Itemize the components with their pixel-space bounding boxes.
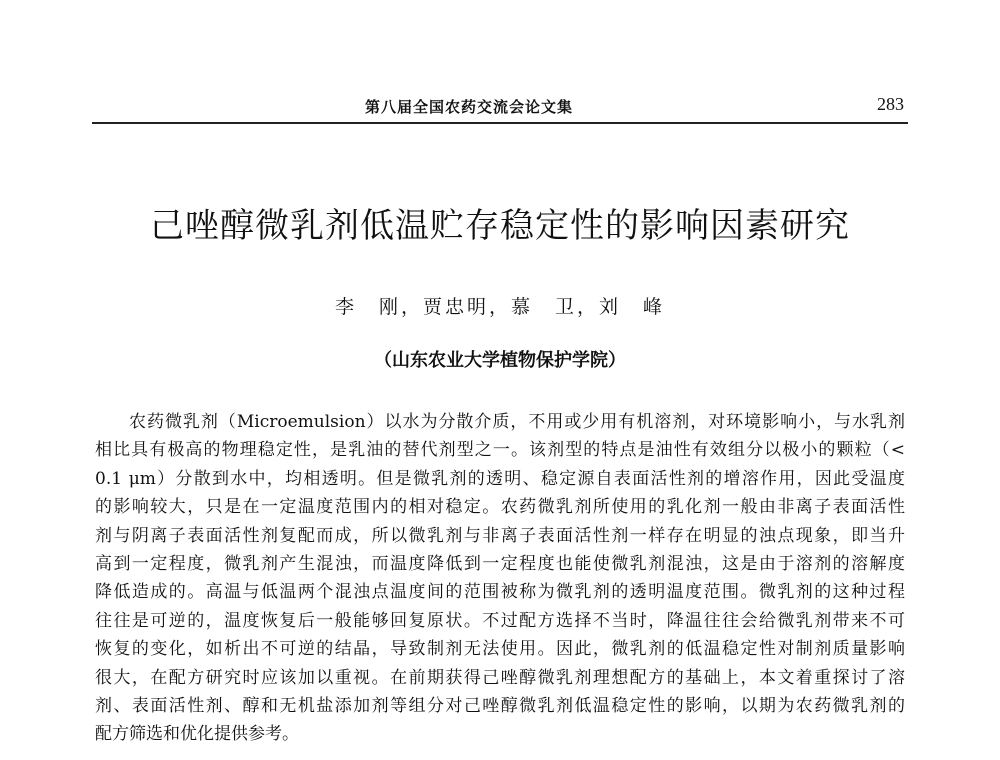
paragraph-line: 剂与阴离子表面活性剂复配而成，所以微乳剂与非离子表面活性剂一样存在明显的浊点现象，即当升 bbox=[95, 525, 905, 546]
article-title: 己唑醇微乳剂低温贮存稳定性的影响因素研究 bbox=[150, 206, 850, 246]
paragraph-line: 的影响较大，只是在一定温度范围内的相对稳定。农药微乳剂所使用的乳化剂一般由非离子表面活性 bbox=[95, 497, 905, 518]
paragraph-line: 降低造成的。高温与低温两个混浊点温度间的范围被称为微乳剂的透明温度范围。微乳剂的这种过程 bbox=[95, 582, 905, 603]
paragraph-line: 配方筛选和优化提供参考。 bbox=[95, 724, 299, 745]
article-affiliation: （山东农业大学植物保护学院） bbox=[374, 350, 626, 371]
paragraph-line: 相比具有极高的物理稳定性，是乳油的替代剂型之一。该剂型的特点是油性有效组分以极小的颗粒（< bbox=[95, 440, 905, 461]
article-authors: 李 刚，贾忠明，慕 卫，刘 峰 bbox=[334, 296, 665, 318]
paragraph-line: 剂、表面活性剂、醇和无机盐添加剂等组分对己唑醇微乳剂低温稳定性的影响，以期为农药微乳剂的 bbox=[95, 695, 905, 716]
paragraph-line: 很大，在配方研究时应该加以重视。在前期获得己唑醇微乳剂理想配方的基础上，本文着重探讨了溶 bbox=[95, 667, 905, 688]
paragraph-line: 农药微乳剂（Microemulsion）以水为分散介质，不用或少用有机溶剂，对环境影响小，与水乳剂 bbox=[129, 412, 905, 432]
running-header bbox=[92, 86, 908, 124]
journal-name: 第八届全国农药交流会论文集 bbox=[365, 98, 574, 116]
paragraph-line: 高到一定程度，微乳剂产生混浊，而温度降低到一定程度也能使微乳剂混浊，这是由于溶剂的溶解度 bbox=[95, 553, 905, 574]
paragraph-line: 恢复的变化，如析出不可逆的结晶，导致制剂无法使用。因此，微乳剂的低温稳定性对制剂质量影响 bbox=[95, 639, 905, 660]
page-number: 283 bbox=[877, 94, 904, 114]
paragraph-line: 往往是可逆的，温度恢复后一般能够回复原状。不过配方选择不当时，降温往往会给微乳剂带来不可 bbox=[95, 610, 905, 631]
article-paragraph bbox=[95, 408, 905, 749]
paragraph-line: 0.1 μm）分散到水中，均相透明。但是微乳剂的透明、稳定源自表面活性剂的增溶作用，因此受温度 bbox=[95, 468, 905, 489]
